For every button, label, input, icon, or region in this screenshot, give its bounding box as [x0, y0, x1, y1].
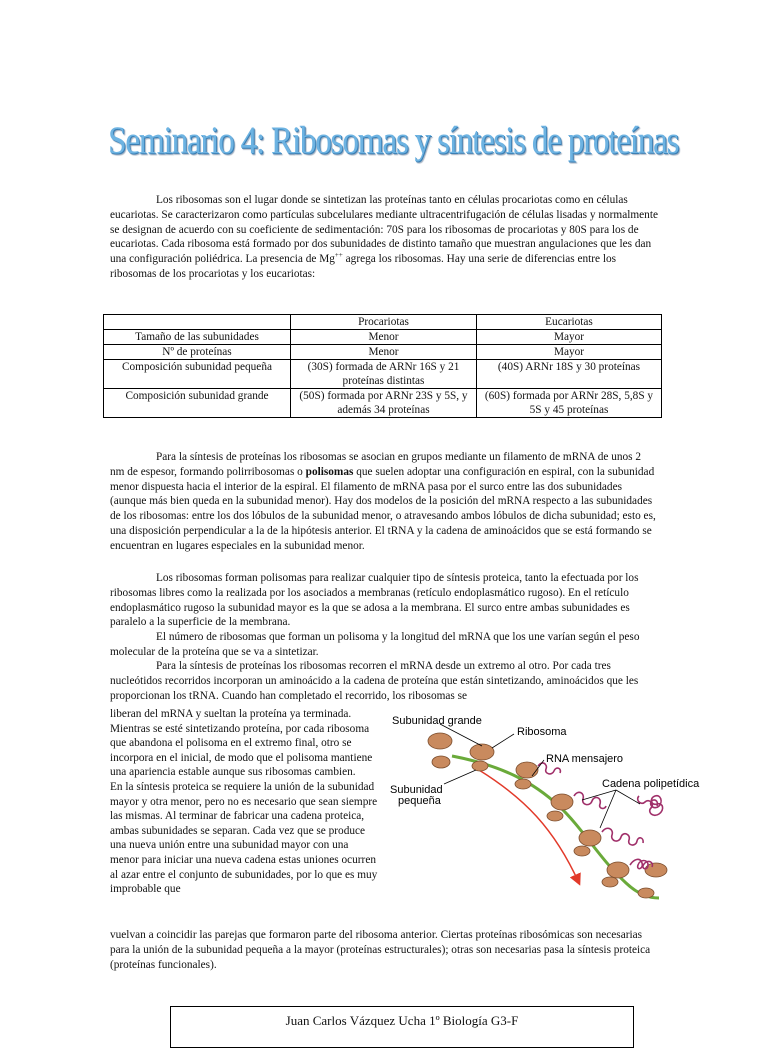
free-subunit — [428, 733, 452, 749]
page-title: Seminario 4: Ribosomas y síntesis de proteínas — [108, 119, 679, 162]
leader-line — [492, 734, 514, 748]
free-subunit — [638, 888, 654, 898]
table-cell: (50S) formada por ARNr 23S y 5S, y además 34 proteínas — [291, 389, 477, 418]
polysome-types-paragraph — [110, 571, 658, 630]
table-row — [104, 389, 662, 418]
p2-text-b: que suelen adoptar una configuración en espiral, con la subunidad menor dispuesta hacia el interior de la espiral. El filamento de mRNA pasa por el surco entre las dos subunidades (aunque más bien queda en la subunidad menor). Hay dos modelos de la posición del mRNA respecto a las subunidades de los ribosomas: entre los dos lóbulos de la subunidad menor, o atravesando ambos lóbulos de dicha subunidad; esto es, una disposición perpendicular a la de la hipótesis anterior. El tRNA y la cadena de aminoácidos que se está formando se encuentran en lugares especiales en la subunidad menor. — [110, 465, 656, 552]
table-cell: Tamaño de las subunidades — [104, 330, 291, 345]
p6-wrap-text: En la síntesis proteica se requiere la unión de la subunidad mayor y otra menor, pero no es necesario que sean siempre las mismas. Al terminar de fabricar una cadena proteica, ambas subunidades se separan. Cada vez que se produce una nueva unión entre una subunidad mayor con una menor para iniciar una nueva cadena estas uniones ocurren al azar entre el conjunto de subunidades, por lo que es muy improbable que — [110, 780, 378, 896]
polysome-term: polisomas — [305, 465, 354, 478]
table-header-cell — [104, 315, 291, 330]
p2-text-a: Para la síntesis de proteínas los ribosomas se asocian en grupos mediante un filamento de mRNA de unos 2 nm de espesor, formando polirribosomas o — [110, 451, 642, 478]
p3-text: Los ribosomas forman polisomas para realizar cualquier tipo de síntesis proteica, tanto la efectuada por los ribosomas libres como la realizada por los asociados a membranas (retículo endoplasmático rugoso). En el retículo endoplasmático rugoso la subunidad mayor es la que se adosa a la membrana. El surco entre ambas subunidades es paralelo a la superficie de la membrana. — [110, 572, 639, 629]
wrapped-text-block — [110, 707, 378, 897]
table-header-row — [104, 315, 662, 330]
table-cell: Menor — [291, 330, 477, 345]
table-row — [104, 330, 662, 345]
table-cell: Composición subunidad grande — [104, 389, 291, 418]
author-name: Juan Carlos Vázquez Ucha 1º Biología G3-F — [285, 1013, 519, 1028]
intro-paragraph — [110, 193, 658, 282]
table-header-cell: Procariotas — [291, 315, 477, 330]
table-cell: Mayor — [477, 330, 662, 345]
polypeptide-chain — [638, 796, 663, 816]
table-cell: Nº de proteínas — [104, 345, 291, 360]
polysome-illustration — [384, 708, 674, 908]
table-cell: (30S) formada de ARNr 16S y 21 proteínas distintas — [291, 360, 477, 389]
p5-text: Para la síntesis de proteínas los ribosomas recorren el mRNA desde un extremo al otro. Por cada tres nucleótidos recorridos incorporan un aminoácido a la cadena de proteína que están sintetizando, aminoácidos que les proporcionan los tRNA. Cuando han completado el recorrido, los ribosomas se — [110, 660, 639, 702]
table-cell: Menor — [291, 345, 477, 360]
ribosome-number-paragraph — [110, 630, 658, 660]
author-footer — [170, 1006, 634, 1048]
polypeptide-chain — [602, 828, 643, 845]
label-mrna: RNA mensajero — [546, 753, 624, 765]
polysome-diagram — [384, 708, 700, 908]
leader-line — [616, 790, 640, 804]
polysome-paragraph — [110, 450, 658, 554]
intro-text: Los ribosomas son el lugar donde se sintetizan las proteínas tanto en células procariotas como en células eucariotas. Se caracterizaron como partículas subcelulares mediante ultracentrifugación de células lisadas y normalmente se designan de acuerdo con su coeficiente de sedimentación: 70S para los ribosomas de procariotas y 80S para los de eucariotas. Cada ribosoma está formado por dos subunidades de distinto tamaño que muestran angulaciones que les dan una configuración poliédrica. La presencia de — [110, 194, 658, 266]
p5-wrap-text: liberan del mRNA y sueltan la proteína ya terminada. Mientras se esté sintetizando proteína, por cada ribosoma que abandona el polisoma en el extremo final, otro se incorpora en el inicial, de modo que el polisoma mantiene una apariencia estable aunque sus ribosomas cambien. — [110, 708, 373, 779]
table-header-cell: Eucariotas — [477, 315, 662, 330]
label-large-subunit: Subunidad grande — [392, 715, 482, 727]
label-polypeptide-chain: Cadena polipetídica — [602, 778, 700, 790]
synthesis-paragraph — [110, 659, 658, 703]
ribosome — [515, 762, 538, 789]
intro-end-text: agrega los ribosomas. Hay una serie de diferencias entre los ribosomas de los procariotas y los eucariotas: — [110, 253, 617, 280]
table-cell: Composición subunidad pequeña — [104, 360, 291, 389]
label-small-subunit-1: Subunidad — [390, 784, 443, 796]
table-row — [104, 345, 662, 360]
free-subunit — [432, 756, 450, 768]
table-cell: (60S) formada por ARNr 28S, 5,8S y 5S y 45 proteínas — [477, 389, 662, 418]
comparison-table — [103, 314, 662, 418]
p6-end-text: vuelvan a coincidir las parejas que formaron parte del ribosoma anterior. Ciertas proteínas ribosómicas son necesarias para la unión de la subunidad pequeña a la mayor (proteínas estructurales); otras son necesarias pasa la síntesis proteica (proteínas funcionales). — [110, 929, 651, 971]
label-ribosome: Ribosoma — [517, 726, 567, 738]
label-small-subunit-2: pequeña — [398, 795, 441, 807]
leader-line — [444, 770, 476, 784]
table-cell: Mayor — [477, 345, 662, 360]
closing-paragraph — [110, 928, 658, 972]
table-row — [104, 360, 662, 389]
mg-symbol: Mg — [319, 253, 335, 266]
table-cell: (40S) ARNr 18S y 30 proteínas — [477, 360, 662, 389]
mg-charge: ++ — [334, 251, 343, 260]
p4-text: El número de ribosomas que forman un polisoma y la longitud del mRNA que los une varían según el peso molecular de la proteína que se va a sintetizar. — [110, 631, 640, 658]
